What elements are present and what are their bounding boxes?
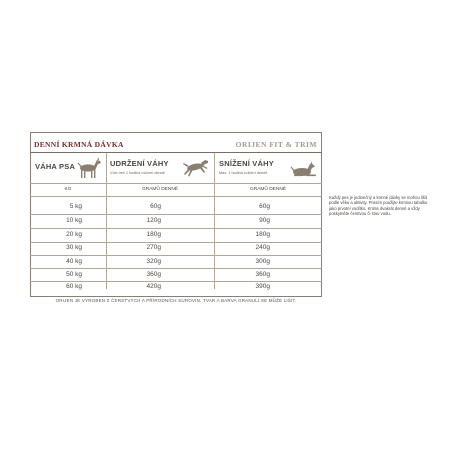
lying-dog-icon	[290, 159, 318, 179]
footer-note: ORIJEN JE VYROBEN Z ČERSTVÝCH A PŘÍRODNÍCH SUROVIN. TVAR A BARVA GRANULÍ SE MŮŽE LIŠIT.	[55, 298, 297, 303]
row-divider	[30, 255, 322, 256]
weight-cell: 5 kg	[69, 203, 82, 210]
maintain-unit: GRAMŮ DENNĚ	[142, 187, 178, 192]
row-divider	[30, 268, 322, 269]
product-name: ORIJEN FIT & TRIM	[235, 140, 317, 149]
maintain-cell: 420g	[146, 283, 161, 290]
weight-unit: KG	[64, 187, 72, 192]
weight-cell: 10 kg	[66, 217, 82, 224]
weight-cell: 30 kg	[66, 244, 82, 251]
reduce-cell: 60g	[259, 203, 270, 210]
reduce-cell: 300g	[255, 258, 270, 265]
header-divider	[30, 183, 322, 184]
weight-column-title: VÁHA PSA	[35, 162, 76, 171]
weight-cell: 50 kg	[66, 271, 82, 278]
weight-cell: 40 kg	[66, 258, 82, 265]
feeding-advice: Každý pes je jedinečný a krmné dávky se mohou lišit podle věku a aktivity. Prosím použijte krmnou tabulku jako prvotní vodítko. Krmte dvakrát denně a vždy poskytněte čerstvou či stou vodu.	[329, 195, 428, 217]
maintain-column-title: UDRŽENÍ VÁHY	[110, 159, 169, 168]
reduce-column-note: Max. 1 hodina cvičení denně	[219, 171, 268, 175]
weight-cell: 60 kg	[66, 283, 82, 290]
maintain-column-note: Více než 1 hodina cvičení denně	[110, 171, 165, 175]
standing-dog-icon	[76, 156, 102, 180]
maintain-cell: 120g	[146, 217, 161, 224]
reduce-cell: 390g	[255, 283, 270, 290]
row-divider	[30, 242, 322, 243]
running-dog-icon	[182, 157, 210, 179]
maintain-cell: 60g	[150, 203, 161, 210]
reduce-cell: 240g	[255, 244, 270, 251]
row-divider	[30, 228, 322, 229]
row-divider	[30, 281, 322, 282]
row-divider	[30, 214, 322, 215]
reduce-column-title: SNÍŽENÍ VÁHY	[219, 159, 274, 168]
maintain-cell: 270g	[146, 244, 161, 251]
maintain-cell: 320g	[146, 258, 161, 265]
reduce-cell: 180g	[255, 231, 270, 238]
maintain-cell: 360g	[146, 271, 161, 278]
maintain-cell: 180g	[146, 231, 161, 238]
unit-divider	[30, 196, 322, 197]
reduce-unit: GRAMŮ DENNĚ	[250, 187, 286, 192]
reduce-cell: 90g	[259, 217, 270, 224]
reduce-cell: 360g	[255, 271, 270, 278]
table-title: DENNÍ KRMNÁ DÁVKA	[34, 140, 124, 149]
weight-cell: 20 kg	[66, 231, 82, 238]
title-divider	[30, 152, 322, 153]
